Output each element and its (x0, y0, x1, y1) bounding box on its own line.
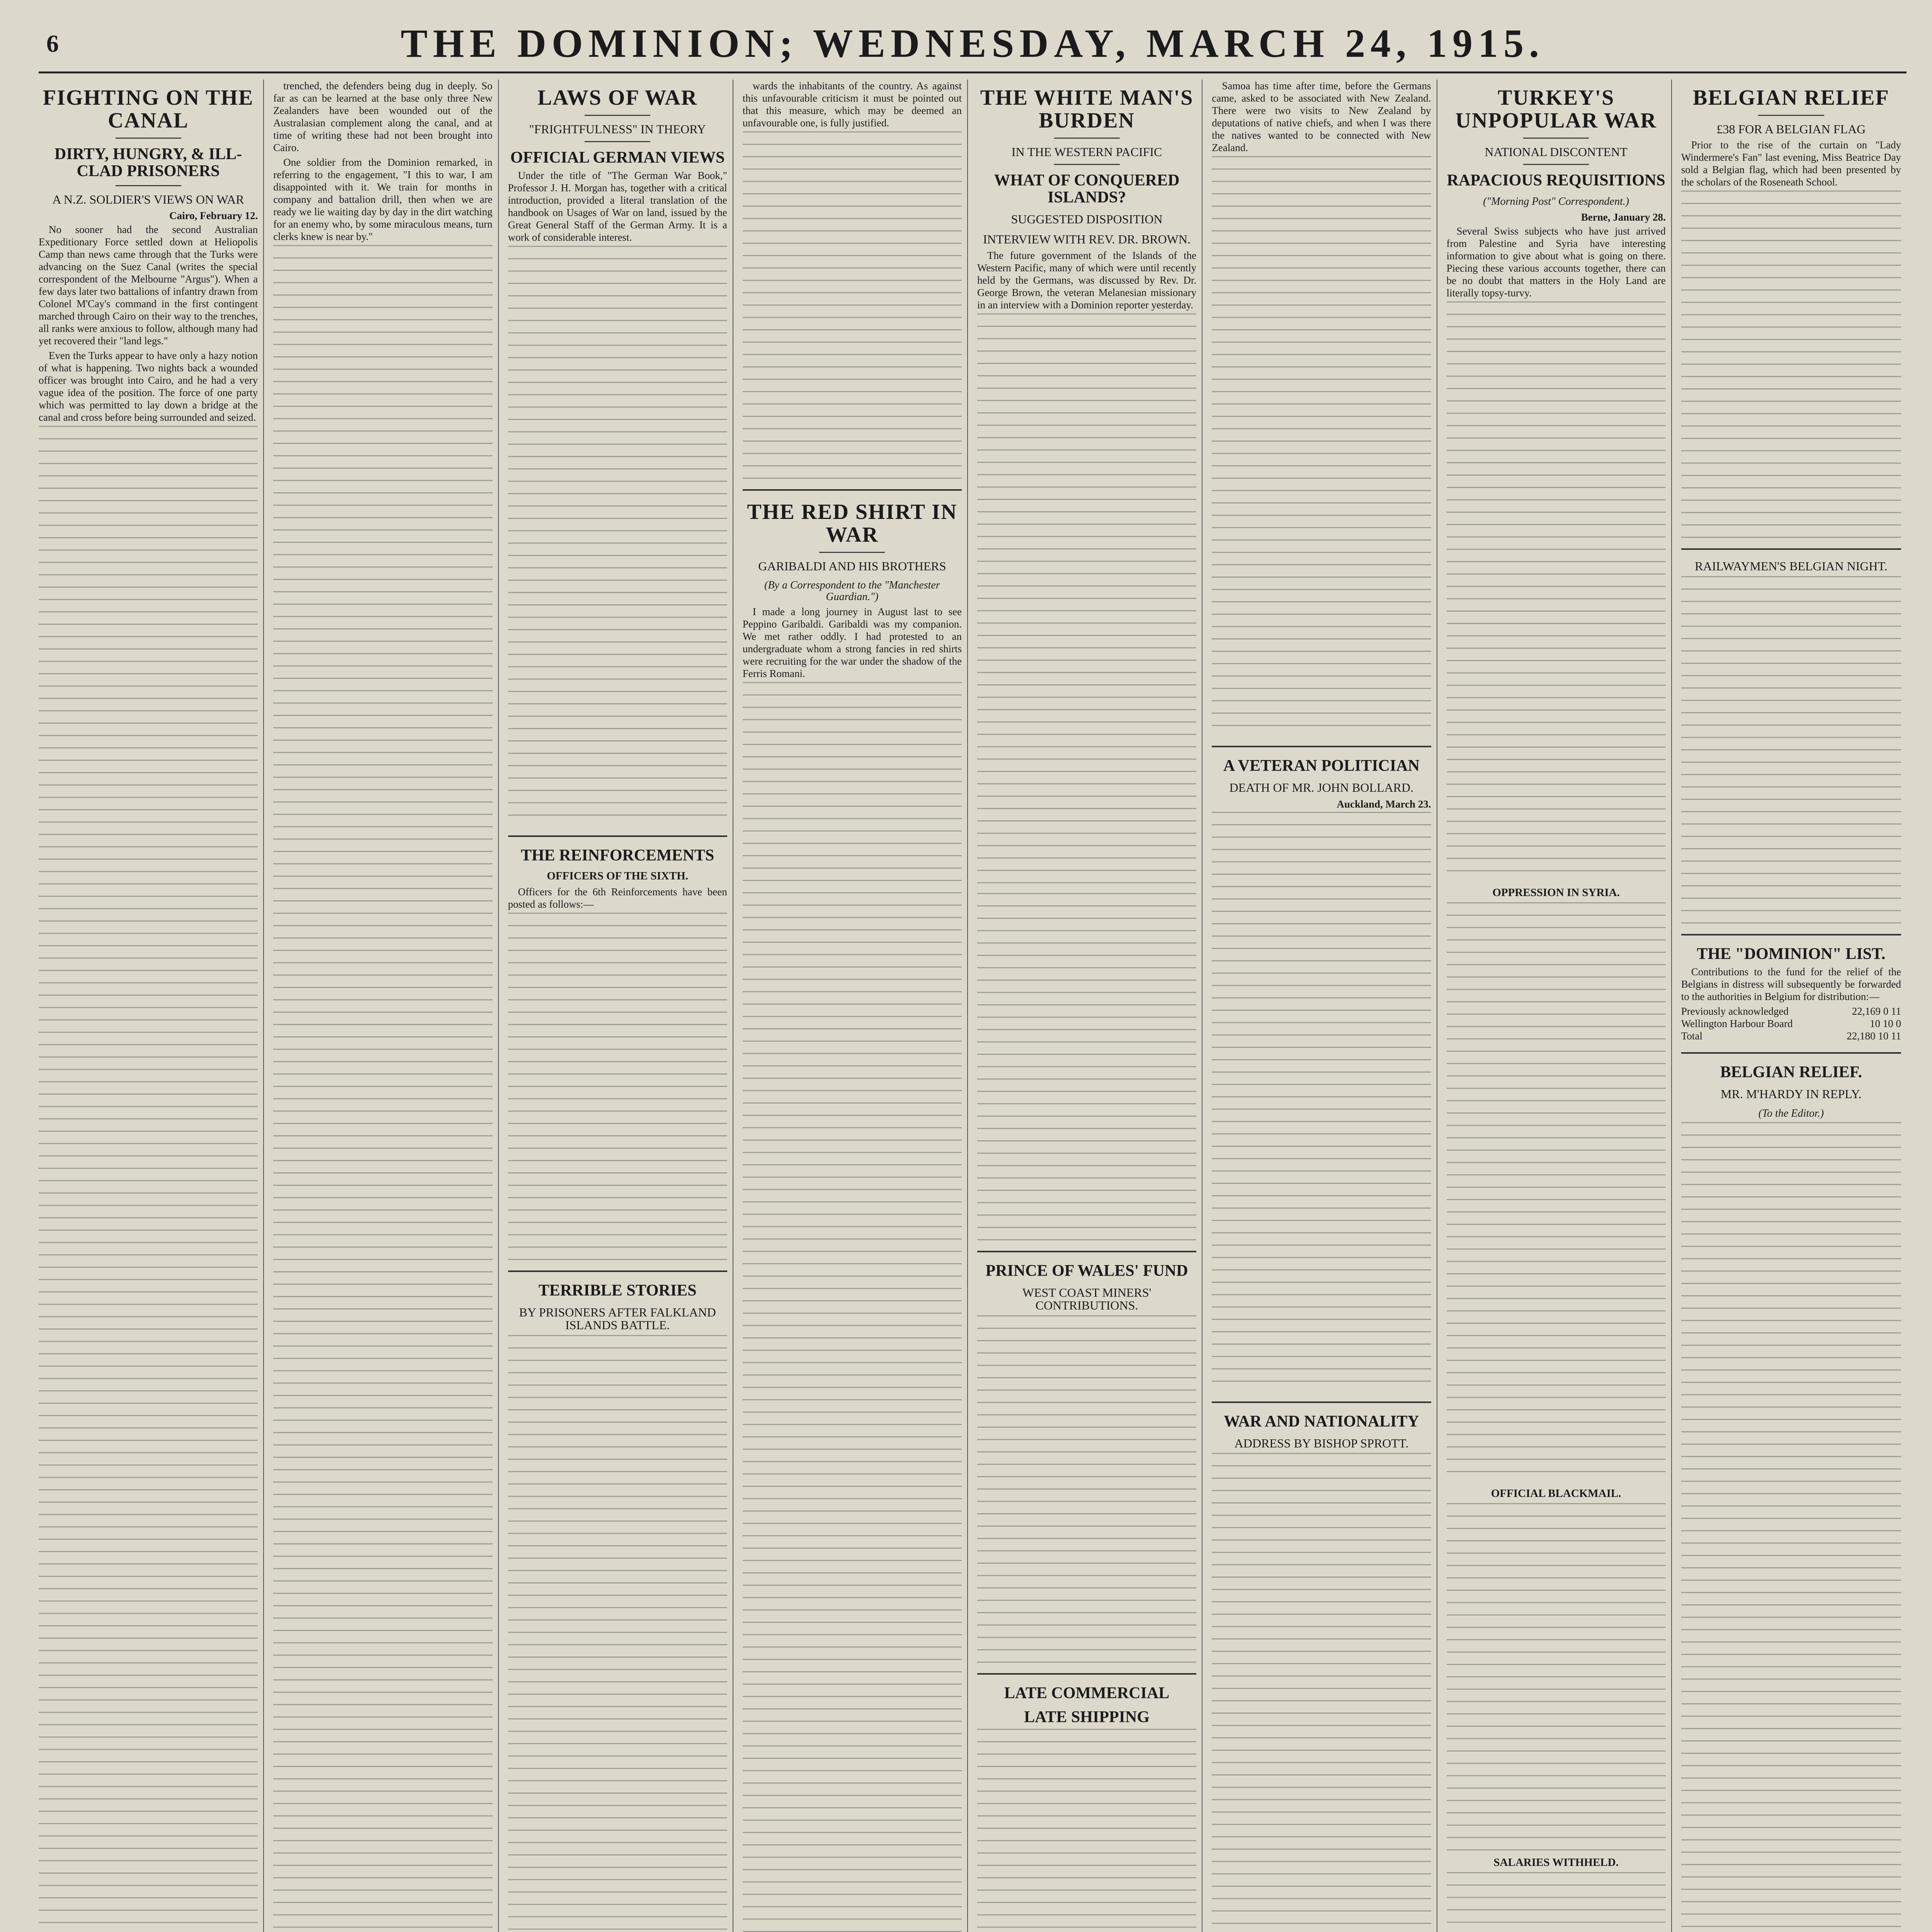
headline-late-shipping: LATE SHIPPING (1024, 1708, 1150, 1726)
subhead-death-bollard: DEATH OF MR. JOHN BOLLARD. (1229, 781, 1414, 795)
article-body (508, 1335, 727, 1932)
article-body (743, 1609, 962, 1932)
article-text: Several Swiss subjects who have just arrived from Palestine and Syria have interesting information to give about what is going on there. Piecing these various accounts together, there can be no doubt that matters in the Holy Land are literally topsy-turvy. (1446, 225, 1666, 299)
article-body (977, 313, 1196, 893)
columns (39, 80, 1906, 1932)
subhead-disposition: SUGGESTED DISPOSITION (1011, 212, 1163, 226)
article-body (1681, 190, 1901, 538)
column-4 (743, 80, 968, 1932)
byline: ("Morning Post" Correspondent.) (1483, 196, 1629, 208)
headline-belgian-relief-2: BELGIAN RELIEF. (1720, 1063, 1862, 1082)
article-body (39, 426, 258, 1353)
column-8 (1681, 80, 1906, 1932)
article-body (39, 1353, 258, 1932)
headline-war-nationality: WAR AND NATIONALITY (1224, 1412, 1419, 1430)
dateline: Cairo, February 12. (169, 210, 258, 222)
subhead-garibaldi: GARIBALDI AND HIS BROTHERS (758, 559, 946, 573)
subhead-german-views: OFFICIAL GERMAN VIEWS (510, 149, 725, 167)
subhead-oppression: OPPRESSION IN SYRIA. (1492, 886, 1620, 899)
article-text: Prior to the rise of the curtain on "Lady Windermere's Fan" last evening, Miss Beatrice Day sold a Belgian flag, which had been presented by the scholars of the Roseneath School. (1681, 139, 1901, 188)
newspaper-title: THE DOMINION; WEDNESDAY, MARCH 24, 1915. (401, 21, 1544, 66)
list-item: Total 22,180 10 11 (1681, 1030, 1901, 1042)
subhead-conquered-islands: WHAT OF CONQUERED ISLANDS? (994, 172, 1180, 207)
article-body (743, 131, 962, 479)
article-text: wards the inhabitants of the country. As against this unfavourable criticism it must be pointed out that this measure, which may be deemed an unfavourable one, is fully justified. (742, 80, 962, 129)
headline-turkey-war: TURKEY'S UNPOPULAR WAR (1455, 86, 1657, 133)
headline-fighting-canal: FIGHTING ON THE CANAL (43, 86, 254, 133)
list-item: Wellington Harbour Board 10 10 0 (1681, 1018, 1901, 1030)
article-body (977, 893, 1196, 1241)
column-3 (508, 80, 733, 1932)
headline-prince-of-wales-fund: PRINCE OF WALES' FUND (985, 1262, 1188, 1280)
article-body (1212, 156, 1431, 736)
headline-belgian-relief: BELGIAN RELIEF (1692, 86, 1889, 110)
subhead-western-pacific: IN THE WESTERN PACIFIC (1011, 145, 1162, 159)
dateline: Berne, January 28. (1581, 211, 1666, 223)
article-body (1447, 1503, 1666, 1851)
article-body (1447, 301, 1666, 881)
article-text: trenched, the defenders being dug in deeply. So far as can be learned at the base only three New Zealanders have been wounded out of the Australasian complement along the canal, and at time of writing these had not been brought into Cairo. (273, 80, 493, 153)
article-text: Officers for the 6th Reinforcements have been posted as follows:— (508, 886, 727, 910)
headline-white-mans-burden: THE WHITE MAN'S BURDEN (980, 86, 1194, 133)
article-text: Even the Turks appear to have only a hazy notion of what is happening. Two nights back a wounded officer was brought into Cairo, and he had a very vague idea of the position. The force of one party which was permitted to lay down a bridge at the canal and cross before being surrounded and seized. (39, 350, 258, 423)
article-text: One soldier from the Dominion remarked, in referring to the engagement, "I this to war, I am disappointed with it. We train for months in company and battalion drill, then when we are ready we lie waiting day by day in the dirt watching for an enemy who, by some miraculous means, turn clerks knew is near by." (273, 156, 493, 242)
article-body (1212, 1453, 1431, 1932)
subhead-bishop-sprott: ADDRESS BY BISHOP SPROTT. (1234, 1436, 1409, 1450)
column-5 (977, 80, 1202, 1932)
column-2 (273, 80, 498, 1932)
subhead-falkland: BY PRISONERS AFTER FALKLAND ISLANDS BATTLE. (519, 1305, 716, 1332)
subhead-prisoners: DIRTY, HUNGRY, & ILL-CLAD PRISONERS (54, 145, 242, 180)
headline-terrible-stories: TERRIBLE STORIES (538, 1281, 697, 1299)
to-the-editor: (To the Editor.) (1758, 1107, 1824, 1119)
article-text: The future government of the Islands of the Western Pacific, many of which were until recently held by the Germans, was discussed by Rev. Dr. George Brown, the veteran Melanesian missionary in an interview with a Dominion reporter yesterday. (977, 249, 1197, 311)
headline-veteran-politician: A VETERAN POLITICIAN (1223, 757, 1420, 775)
list-item: Previously acknowledged 22,169 0 11 (1681, 1005, 1901, 1017)
article-body (1447, 902, 1666, 1482)
contributions-list (1681, 1005, 1901, 1042)
article-body (273, 245, 492, 1172)
article-body (1212, 812, 1431, 1391)
subhead-interview: INTERVIEW WITH REV. DR. BROWN. (983, 232, 1191, 246)
subhead-belgian-flag: £38 FOR A BELGIAN FLAG (1716, 122, 1866, 136)
page-number: 6 (46, 29, 59, 57)
article-text: Contributions to the fund for the relief of the Belgians in distress will subsequently be forwarded to the authorities in Belgium for distribution:— (1681, 966, 1901, 1003)
column-7 (1447, 80, 1672, 1932)
article-body (977, 1315, 1196, 1663)
article-body (273, 1172, 492, 1932)
column-1 (39, 80, 264, 1932)
headline-dominion-list: THE "DOMINION" LIST. (1697, 945, 1886, 963)
subhead-mhardy: MR. M'HARDY IN REPLY. (1721, 1087, 1862, 1101)
article-body (1681, 1122, 1901, 1932)
article-text: Under the title of "The German War Book," Professor J. H. Morgan has, together with a critical introduction, provided a literal translation of the handbook on Usages of War on land, issued by the Great General Staff of the German Army. It is a work of considerable interest. (508, 170, 727, 243)
subhead-discontent: NATIONAL DISCONTENT (1485, 145, 1628, 159)
byline: (By a Correspondent to the "Manchester Guardian.") (764, 579, 940, 603)
subhead-miners: WEST COAST MINERS' CONTRIBUTIONS. (1022, 1285, 1151, 1313)
article-body (508, 913, 727, 1260)
article-body (743, 682, 962, 1609)
subhead-salaries: SALARIES WITHHELD. (1493, 1856, 1619, 1869)
article-body (508, 246, 727, 825)
article-body (1447, 1872, 1666, 1932)
article-body (977, 1729, 1196, 1932)
subhead-blackmail: OFFICIAL BLACKMAIL. (1491, 1487, 1621, 1500)
masthead (39, 15, 1906, 73)
dateline: Auckland, March 23. (1337, 798, 1431, 810)
column-6 (1212, 80, 1437, 1932)
headline-red-shirt: THE RED SHIRT IN WAR (747, 500, 957, 547)
headline-late-commercial: LATE COMMERCIAL (1004, 1684, 1170, 1702)
article-text: Samoa has time after time, before the Germans came, asked to be associated with New Zealand. There were two visits to New Zealand by deputations of native chiefs, and when I was there the natives wanted to be connected with New Zealand. (1212, 80, 1431, 153)
article-text: I made a long journey in August last to see Peppino Garibaldi. Garibaldi was my companion. We met rather oddly. I had protested to an undergraduate whom a strong fancies in red shirts were recruiting for the war under the shadow of the Ferris Romani. (742, 605, 962, 679)
article-text: No sooner had the second Australian Expeditionary Force settled down at Heliopolis Camp than news came through that the Turks were advancing on the Suez Canal (writes the special correspondent of the Melbourne "Argus"). When a few days later two battalions of infantry drawn from Colonel M'Cay's command in the first contingent marched through Cairo on their way to the trenches, all ranks were anxious to follow, although many had yet recovered their "land legs." (39, 224, 258, 347)
article-body (1681, 576, 1901, 924)
headline-reinforcements: THE REINFORCEMENTS (520, 847, 714, 865)
headline-laws-of-war: LAWS OF WAR (537, 86, 698, 110)
subhead-officers: OFFICERS OF THE SIXTH. (547, 869, 689, 882)
subhead-requisitions: RAPACIOUS REQUISITIONS (1447, 172, 1665, 190)
subhead-frightfulness: "FRIGHTFULNESS" IN THEORY (529, 122, 706, 136)
headline-railwaymen: RAILWAYMEN'S BELGIAN NIGHT. (1695, 559, 1888, 573)
subhead-soldier-views: A N.Z. SOLDIER'S VIEWS ON WAR (52, 192, 244, 206)
